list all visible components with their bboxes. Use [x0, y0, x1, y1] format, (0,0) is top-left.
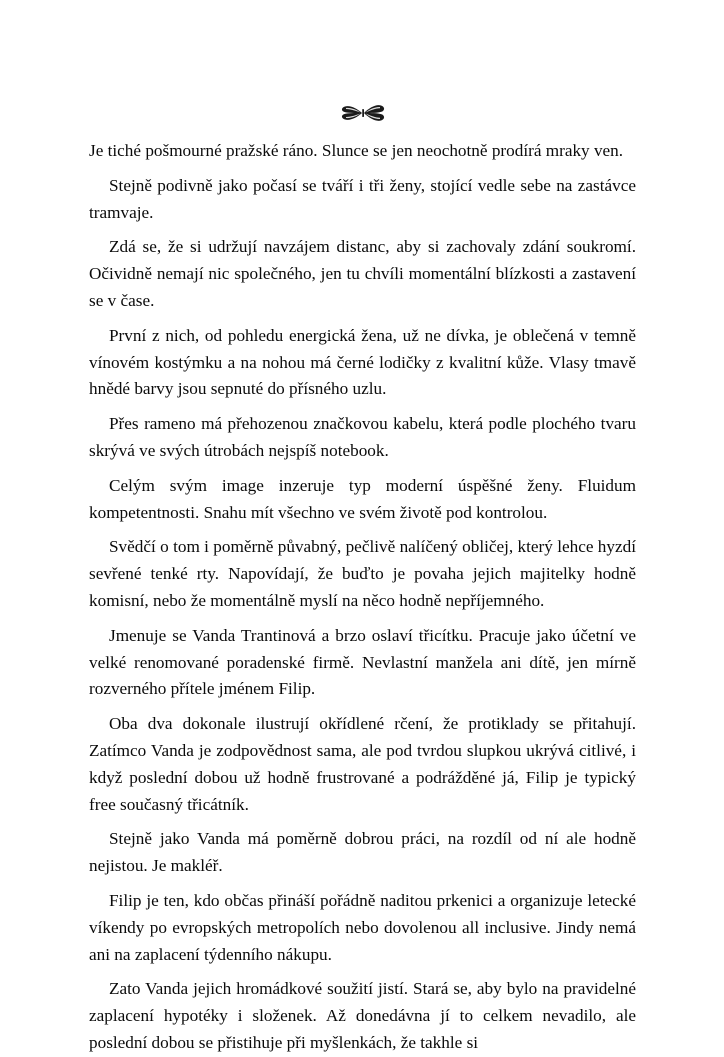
- paragraph: Svědčí o tom i poměrně půvabný, pečlivě nalíčený obličej, který lehce hyzdí sevřené tenké rty. Napovídají, že buďto je povaha jejich majitelky hodně komisní, nebo že momentálně myslí na něco hodně nepříjemného.: [89, 537, 636, 610]
- bowtie-ornament: [89, 96, 636, 130]
- body-text: [89, 138, 636, 1057]
- paragraph: Je tiché pošmourné pražské ráno. Slunce se jen neochotně prodírá mraky ven.: [89, 141, 624, 160]
- paragraph: Zdá se, že si udržují navzájem distanc, aby si zachovaly zdání soukromí. Očividně nemají nic společného, jen tu chvíli momentální blízkosti a zastavení se v čase.: [89, 237, 636, 310]
- paragraph: Filip je ten, kdo občas přináší pořádně naditou prkenici a organizuje letecké víkendy po evropských metropolích nebo dovolenou all inclusive. Jindy nemá ani na zaplacení týdenního nákupu.: [89, 890, 636, 964]
- paragraph: Přes rameno má přehozenou značkovou kabelu, která podle plochého tvaru skrývá ve svých útrobách nejspíš notebook.: [89, 414, 636, 460]
- paragraph: Celým svým image inzeruje typ moderní úspěšné ženy. Fluidum kompetentnosti. Snahu mít všechno ve svém životě pod kontrolou.: [89, 475, 636, 522]
- paragraph: Stejně jako Vanda má poměrně dobrou práci, na rozdíl od ní ale hodně nejistou. Je makléř.: [89, 829, 636, 876]
- paragraph: Oba dva dokonale ilustrují okřídlené rčení, že protiklady se přitahují. Zatímco Vanda je zodpovědnost sama, ale pod tvrdou slupkou ukrývá citlivé, i když poslední dobou už hodně frustrované a podrážděné já, Filip je typický free současný třicátník.: [89, 714, 636, 814]
- paragraph: Jmenuje se Vanda Trantinová a brzo oslaví třicítku. Pracuje jako účetní ve velké renomované poradenské firmě. Nevlastní manžela ani dítě, jen mírně rozverného přítele jménem Filip.: [89, 625, 636, 699]
- paragraph: Zato Vanda jejich hromádkové soužití jistí. Stará se, aby bylo na pravidelné zaplacení hypotéky i složenek. Až donedávna jí to celkem nevadilo, ale poslední dobou se přistihuje při myšlenkách, že takhle si: [89, 979, 636, 1052]
- paragraph: První z nich, od pohledu energická žena, už ne dívka, je oblečená v temně vínovém kostýmku a na nohou má černé lodičky z kvalitní kůže. Vlasy tmavě hnědé barvy jsou sepnuté do přísného uzlu.: [89, 325, 636, 399]
- paragraph: Stejně podivně jako počasí se tváří i tři ženy, stojící vedle sebe na zastávce tramvaje.: [89, 175, 636, 222]
- page-content: [89, 96, 636, 1057]
